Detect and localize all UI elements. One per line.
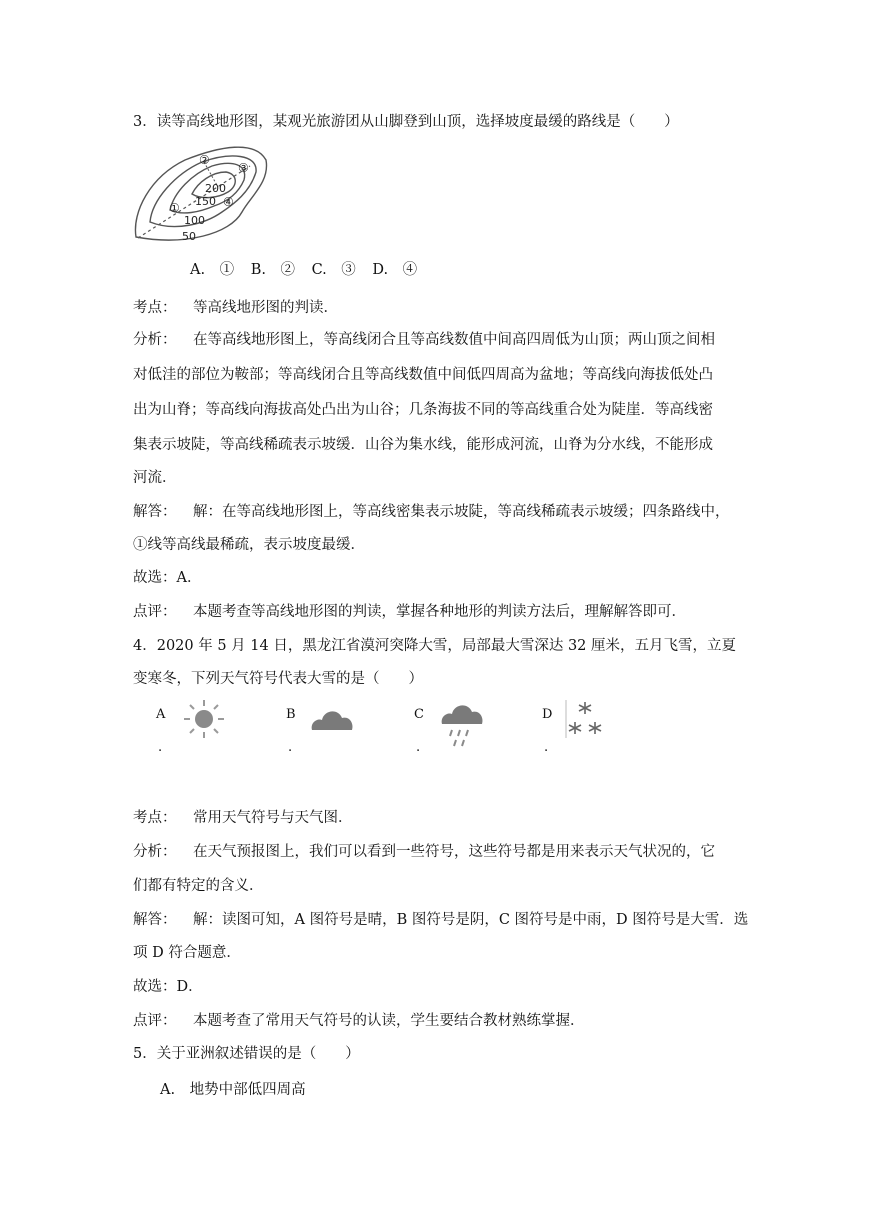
q4-option-d-dot: . [544, 740, 549, 755]
q4-option-c-letter: C [414, 707, 424, 722]
q4-guxuan: 故选：D． [133, 979, 203, 995]
q4-option-a-letter: A [156, 707, 166, 722]
dianping-label: 点评： [133, 1013, 177, 1029]
jieda-label: 解答： [133, 504, 177, 520]
q3-fenxi-1 [133, 330, 715, 350]
q4-fenxi-2: 们都有特定的含义． [133, 878, 264, 894]
q5-option-a: A. 地势中部低四周高 [160, 1082, 306, 1098]
q3-jieda-2: ①线等高线最稀疏，表示坡度最缓． [133, 537, 365, 553]
q3-dianping [133, 602, 686, 622]
q3-option-a: A. ① [190, 262, 235, 278]
fenxi-label: 分析： [133, 844, 177, 860]
q4-jieda-2: 项 D 符合题意． [133, 945, 241, 961]
q4-dianping [133, 1011, 585, 1031]
snowflake-icon [564, 698, 606, 740]
jieda-text: 解：读图可知，A 图符号是晴，B 图符号是阴，C 图符号是中雨，D 图符号是大雪．选 [193, 912, 749, 928]
contour-map [130, 142, 275, 250]
q4-fenxi-1 [133, 842, 715, 862]
contour-200-label: 200 [205, 182, 226, 195]
fenxi-text: 在等高线地形图上，等高线闭合且等高线数值中间高四周低为山顶；两山顶之间相 [193, 332, 715, 348]
q3-fenxi-3: 出为山脊；等高线向海拔高处凸出为山谷；几条海拔不同的等高线重合处为陡崖．等高线密 [133, 402, 713, 418]
q4-kaodian [133, 808, 353, 828]
fenxi-label: 分析： [133, 332, 177, 348]
dianping-text: 本题考查等高线地形图的判读，掌握各种地形的判读方法后，理解解答即可． [193, 604, 686, 620]
dianping-text: 本题考查了常用天气符号的认读，学生要结合教材熟练掌握． [193, 1013, 585, 1029]
route-1-label: ① [169, 201, 180, 215]
kaodian-text: 等高线地形图的判读． [193, 300, 338, 316]
cloud-icon [308, 700, 356, 736]
q4-option-d-letter: D [542, 707, 553, 722]
q3-option-d: D. ④ [372, 262, 418, 278]
kaodian-text: 常用天气符号与天气图． [193, 810, 353, 826]
kaodian-label: 考点： [133, 300, 177, 316]
dianping-label: 点评： [133, 604, 177, 620]
q3-options [190, 260, 429, 280]
q4-stem-1: 4．2020 年 5 月 14 日，黑龙江省漠河突降大雪，局部最大雪深达 32 厘米，五月飞雪，立夏 [133, 638, 737, 654]
contour-100-label: 100 [184, 214, 205, 227]
q3-fenxi-4: 集表示坡陡，等高线稀疏表示坡缓．山谷为集水线，能形成河流，山脊为分水线，不能形成 [133, 437, 713, 453]
q3-stem: 3．读等高线地形图，某观光旅游团从山脚登到山顶，选择坡度最缓的路线是（ ） [133, 114, 679, 130]
q3-option-b: B. ② [250, 262, 295, 278]
contour-150-label: 150 [195, 195, 216, 208]
q3-jieda-1 [133, 502, 730, 522]
q3-fenxi-2: 对低洼的部位为鞍部；等高线闭合且等高线数值中间低四周高为盆地；等高线向海拔低处凸 [133, 367, 713, 383]
route-2-label: ② [199, 153, 210, 167]
rain-cloud-icon [438, 698, 486, 750]
sun-icon [180, 698, 228, 740]
q4-option-c-dot: . [416, 740, 421, 755]
q3-guxuan: 故选：A． [133, 570, 202, 586]
q4-option-a-dot: . [158, 740, 163, 755]
q4-stem-2: 变寒冬，下列天气符号代表大雪的是（ ） [133, 671, 423, 687]
q3-fenxi-5: 河流． [133, 470, 177, 486]
q4-option-b-letter: B [286, 707, 296, 722]
q3-kaodian [133, 298, 338, 318]
q4-jieda-1 [133, 910, 748, 930]
q3-option-c: C. ③ [311, 262, 356, 278]
route-4-label: ④ [223, 195, 234, 209]
kaodian-label: 考点： [133, 810, 177, 826]
jieda-label: 解答： [133, 912, 177, 928]
q4-option-b-dot: . [288, 740, 293, 755]
jieda-text: 解：在等高线地形图上，等高线密集表示坡陡，等高线稀疏表示坡缓；四条路线中， [193, 504, 730, 520]
contour-50-label: 50 [182, 230, 196, 243]
fenxi-text: 在天气预报图上，我们可以看到一些符号，这些符号都是用来表示天气状况的，它 [193, 844, 715, 860]
q5-stem: 5．关于亚洲叙述错误的是（ ） [133, 1046, 360, 1062]
route-3-label: ③ [238, 161, 249, 175]
